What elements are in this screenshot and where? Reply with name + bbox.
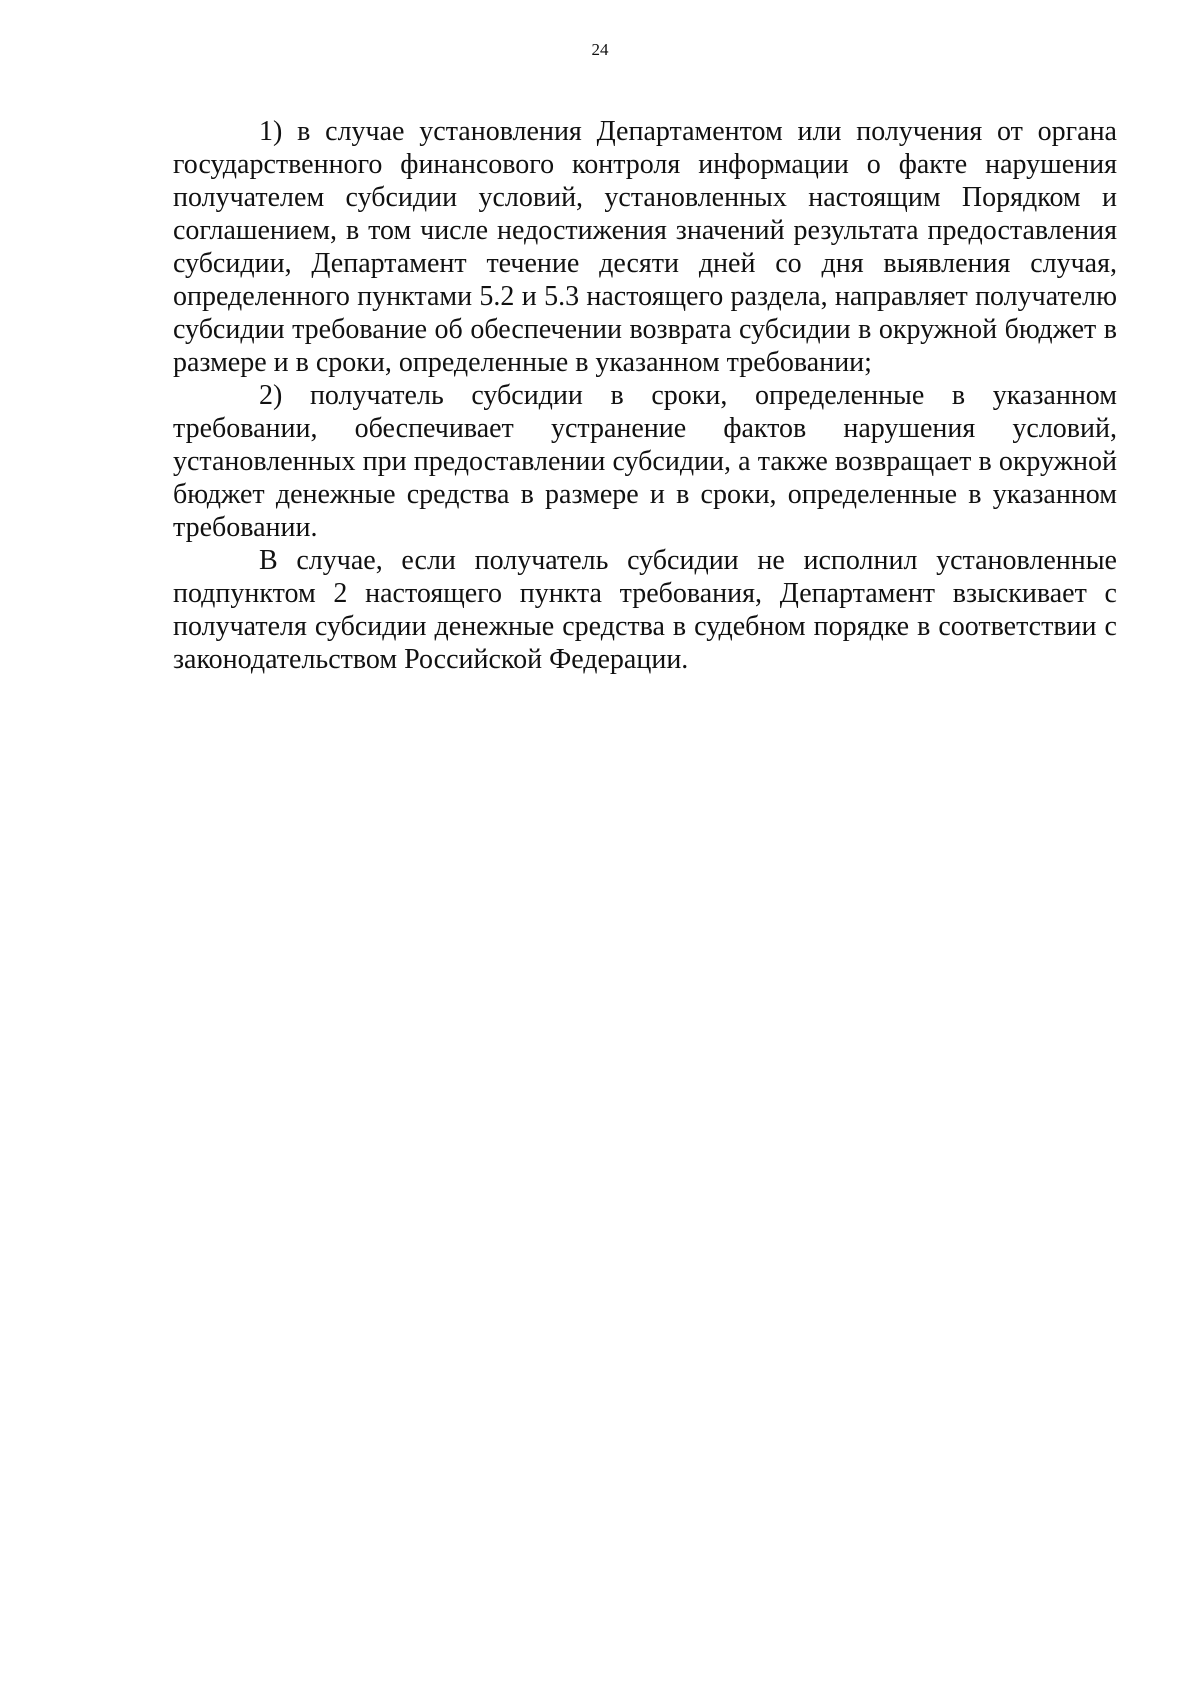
paragraph-item-1: 1) в случае установления Департаментом или получения от органа государственного финансового контроля информации о факте нарушения получателем субсидии условий, установленных настоящим Порядком и соглашением, в том числе недостижения значений результата предоставления субсидии, Департамент течение десяти дней со дня выявления случая, определенного пунктами 5.2 и 5.3 настоящего раздела, направляет получателю субсидии требование об обеспечении возврата субсидии в окружной бюджет в размере и в сроки, определенные в указанном требовании; [173, 116, 1117, 378]
paragraph-penalty: В случае, если получатель субсидии не исполнил установленные подпунктом 2 настоящего пункта требования, Департамент взыскивает с получателя субсидии денежные средства в судебном порядке в соответствии с законодательством Российской Федерации. [173, 545, 1117, 675]
document-body [173, 115, 1117, 676]
page-number: 24 [591, 40, 609, 59]
paragraph-item-2: 2) получатель субсидии в сроки, определенные в указанном требовании, обеспечивает устранение фактов нарушения условий, установленных при предоставлении субсидии, а также возвращает в окружной бюджет денежные средства в размере и в сроки, определенные в указанном требовании. [173, 380, 1117, 543]
